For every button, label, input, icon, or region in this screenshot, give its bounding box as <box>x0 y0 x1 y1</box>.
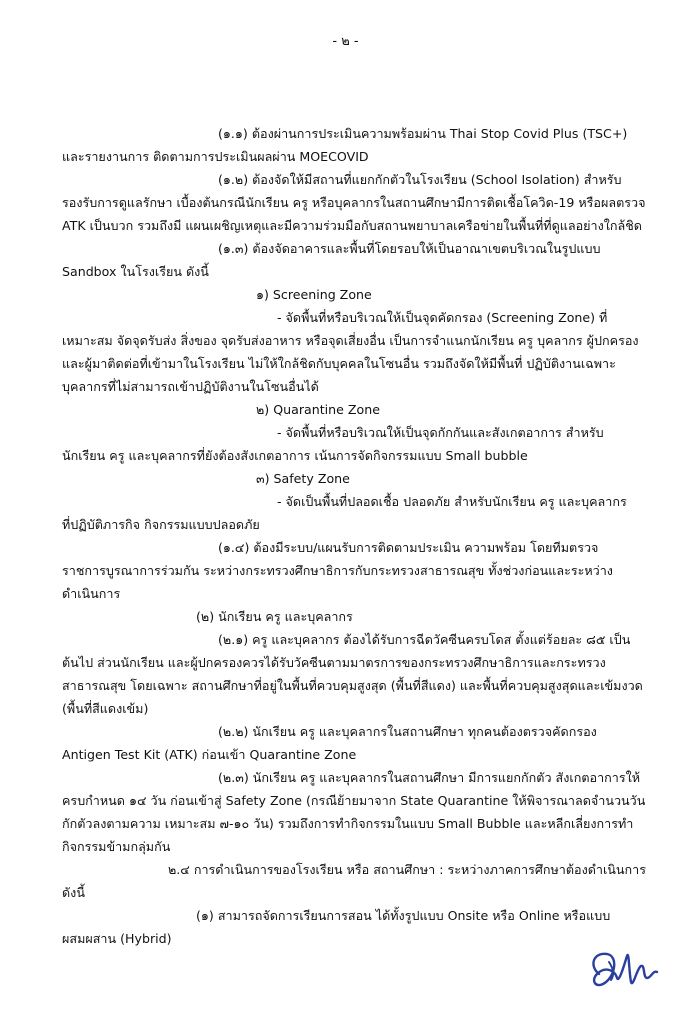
text-line: ต้นไป ส่วนนักเรียน และผู้ปกครองควรได้รับวัคซีนตามมาตรการของกระทรวงศึกษาธิการและกระทรวง <box>62 655 606 670</box>
text-line: เหมาะสม จัดจุดรับส่ง สิ่งของ จุดรับส่งอาหาร หรือจุดเสี่ยงอื่น เป็นการจำแนกนักเรียน ครู บุคลากร ผู้ปกครอง <box>62 333 639 348</box>
text-line: (พื้นที่สีแดงเข้ม) <box>62 701 149 716</box>
text-line: (๒) นักเรียน ครู และบุคลากร <box>196 609 353 624</box>
text-line: - จัดเป็นพื้นที่ปลอดเชื้อ ปลอดภัย สำหรับนักเรียน ครู และบุคลากร <box>277 494 627 509</box>
text-line: ดังนี้ <box>62 885 85 900</box>
text-line: (๒.๓) นักเรียน ครู และบุคลากรในสถานศึกษา มีการแยกกักตัว สังเกตอาการให้ <box>218 770 641 785</box>
text-line: (๑.๓) ต้องจัดอาคารและพื้นที่โดยรอบให้เป็นอาณาเขตบริเวณในรูปแบบ <box>218 241 601 256</box>
text-line: รองรับการดูแลรักษา เบื้องต้นกรณีนักเรียน ครู หรือบุคลากรในสถานศึกษามีการติดเชื้อโควิด-19 หรือผลตรวจ <box>62 195 646 210</box>
text-line: สาธารณสุข โดยเฉพาะ สถานศึกษาที่อยู่ในพื้นที่ควบคุมสูงสุด (พื้นที่สีแดง) และพื้นที่ควบคุมสูงสุดและเข้มงวด <box>62 678 643 693</box>
text-line: (๑) สามารถจัดการเรียนการสอน ได้ทั้งรูปแบบ Onsite หรือ Online หรือแบบ <box>196 908 611 923</box>
text-line: Sandbox ในโรงเรียน ดังนี้ <box>62 264 209 279</box>
text-line: (๑.๒) ต้องจัดให้มีสถานที่แยกกักตัวในโรงเรียน (School Isolation) สำหรับ <box>218 172 622 187</box>
text-line: (๑.๔) ต้องมีระบบ/แผนรับการติดตามประเมิน ความพร้อม โดยทีมตรวจ <box>218 540 599 555</box>
text-line: - จัดพื้นที่หรือบริเวณให้เป็นจุดกักกันและสังเกตอาการ สำหรับ <box>277 425 604 440</box>
text-line: ๒.๔ การดำเนินการของโรงเรียน หรือ สถานศึกษา : ระหว่างภาคการศึกษาต้องดำเนินการ <box>168 862 646 877</box>
text-line: ๓) Safety Zone <box>256 471 350 486</box>
text-line: (๒.๒) นักเรียน ครู และบุคลากรในสถานศึกษา ทุกคนต้องตรวจคัดกรอง <box>218 724 597 739</box>
text-line: Antigen Test Kit (ATK) ก่อนเข้า Quarantine Zone <box>62 747 357 762</box>
text-line: - จัดพื้นที่หรือบริเวณให้เป็นจุดคัดกรอง (Screening Zone) ที่ <box>277 310 608 325</box>
text-line: ATK เป็นบวก รวมถึงมี แผนเผชิญเหตุและมีความร่วมมือกับสถานพยาบาลเครือข่ายในพื้นที่ที่ดูแลอย่างใกล้ชิด <box>62 218 642 233</box>
text-line: ราชการบูรณาการร่วมกัน ระหว่างกระทรวงศึกษาธิการกับกระทรวงสาธารณสุข ทั้งช่วงก่อนและระหว่าง <box>62 563 613 578</box>
text-line: ๒) Quarantine Zone <box>256 402 380 417</box>
signature <box>585 944 665 996</box>
text-line: ดำเนินการ <box>62 586 121 601</box>
text-line: (๒.๑) ครู และบุคลากร ต้องได้รับการฉีดวัคซีนครบโดส ตั้งแต่ร้อยละ ๘๕ เป็น <box>218 632 631 647</box>
text-line: กิจกรรมข้ามกลุ่มกัน <box>62 839 171 854</box>
text-line: และรายงานการ ติดตามการประเมินผลผ่าน MOECOVID <box>62 149 369 164</box>
text-line: ผสมผสาน (Hybrid) <box>62 931 172 946</box>
text-line: ครบกำหนด ๑๔ วัน ก่อนเข้าสู่ Safety Zone (กรณีย้ายมาจาก State Quarantine ให้พิจารณาลดจำนวนวัน <box>62 793 646 808</box>
text-line: กักตัวลงตามความ เหมาะสม ๗-๑๐ วัน) รวมถึงการทำกิจกรรมในแบบ Small Bubble และหลีกเลี่ยงการทำ <box>62 816 634 831</box>
text-line: (๑.๑) ต้องผ่านการประเมินความพร้อมผ่าน Thai Stop Covid Plus (TSC+) <box>218 126 628 141</box>
text-line: บุคลากรที่ไม่สามารถเข้าปฏิบัติงานในโซนอื่นได้ <box>62 379 319 394</box>
text-line: ที่ปฏิบัติภารกิจ กิจกรรมแบบปลอดภัย <box>62 517 260 532</box>
text-line: นักเรียน ครู และบุคลากรที่ยังต้องสังเกตอาการ เน้นการจัดกิจกรรมแบบ Small bubble <box>62 448 528 463</box>
text-line: ๑) Screening Zone <box>256 287 372 302</box>
text-line: และผู้มาติดต่อที่เข้ามาในโรงเรียน ไม่ให้ใกล้ชิดกับบุคคลในโซนอื่น รวมถึงจัดให้มีพื้นที่ ปฏิบัติงานเฉพาะ <box>62 356 616 371</box>
page-number: - ๒ - <box>332 34 359 49</box>
